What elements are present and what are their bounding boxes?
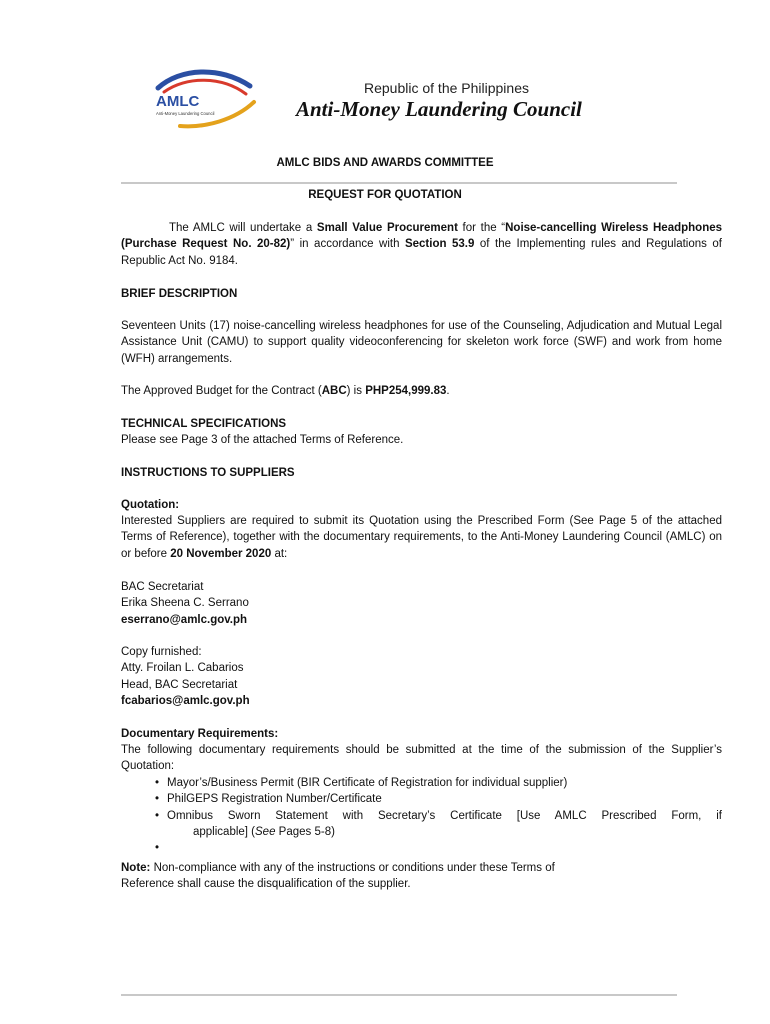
intro-paragraph: The AMLC will undertake a Small Value Procurement for the “Noise-cancelling Wireless Headphones (Purchase Request No. 20-82)” in accordance with Section 53.9 of the Implementing rules and Regulations of Republic Act No. 9184. [121, 222, 723, 267]
instructions-heading: INSTRUCTIONS TO SUPPLIERS [121, 467, 295, 479]
bullet-icon: • [155, 777, 160, 789]
list-item-empty [155, 840, 722, 856]
brief-heading: BRIEF DESCRIPTION [121, 288, 238, 300]
document-title: REQUEST FOR QUOTATION [308, 189, 462, 201]
contact-office: BAC Secretariat [121, 581, 204, 593]
docreq-text: The following documentary requirements should be submitted at the time of the submission of the Supplier’s Quotation: [121, 744, 722, 773]
contact-block [121, 579, 722, 628]
bullet-icon: • [155, 793, 160, 806]
copy-title: Head, BAC Secretariat [121, 678, 238, 691]
docreq-heading: Documentary Requirements: [121, 728, 279, 740]
quotation-text: Interested Suppliers are required to submit its Quotation using the Prescribed Form (See Page 5 of the attached Terms of Reference), together with the documentary requirements, to the Anti-Money Laundering Council (AMLC) on or before 20 November 2020 at: [121, 515, 722, 560]
tech-heading: TECHNICAL SPECIFICATIONS [121, 418, 287, 430]
bottom-divider [121, 994, 677, 996]
copy-furnished-block [121, 644, 722, 709]
amlc-logo [150, 66, 258, 132]
docreq-list [155, 775, 722, 856]
bullet-icon: • [155, 842, 160, 855]
list-item: • Mayor’s/Business Permit (BIR Certificate of Registration for individual supplier) [155, 775, 722, 791]
committee-title: AMLC BIDS AND AWARDS COMMITTEE [276, 157, 494, 169]
copy-name: Atty. Froilan L. Cabarios [121, 662, 244, 675]
brief-text: Seventeen Units (17) noise-cancelling wireless headphones for use of the Counseling, Adjudication and Mutual Legal Assistance Unit (CAMU) to support quality videoconferencing for skeleton work force (SWF) and work from home (WFH) arrangements. [121, 320, 722, 365]
copy-label: Copy furnished: [121, 646, 202, 658]
svg-text:AMLC: AMLC [156, 93, 200, 110]
copy-email[interactable]: fcabarios@amlc.gov.ph [121, 694, 250, 707]
contact-email[interactable]: eserrano@amlc.gov.ph [121, 613, 248, 626]
list-item: • PhilGEPS Registration Number/Certificate [155, 791, 722, 807]
svg-text:Anti-Money Laundering Council: Anti-Money Laundering Council [156, 111, 215, 116]
list-item-continuation: applicable] (See Pages 5-8) [193, 825, 335, 838]
list-item: • Omnibus Sworn Statement with Secretary’s Certificate [Use AMLC Prescribed Form, if [155, 808, 722, 824]
tech-text: Please see Page 3 of the attached Terms of Reference. [121, 434, 404, 446]
note-block: Note: Non-compliance with any of the instructions or conditions under these Terms of Reference shall cause the disqualification of the supplier. [121, 862, 555, 891]
bullet-icon: • [155, 809, 160, 822]
top-divider [121, 182, 677, 184]
contact-name: Erika Sheena C. Serrano [121, 597, 249, 610]
abc-line: The Approved Budget for the Contract (ABC) is PHP254,999.83. [121, 385, 450, 397]
header-council: Anti-Money Laundering Council [296, 97, 582, 121]
header-country: Republic of the Philippines [364, 80, 529, 96]
quotation-heading: Quotation: [121, 499, 180, 511]
